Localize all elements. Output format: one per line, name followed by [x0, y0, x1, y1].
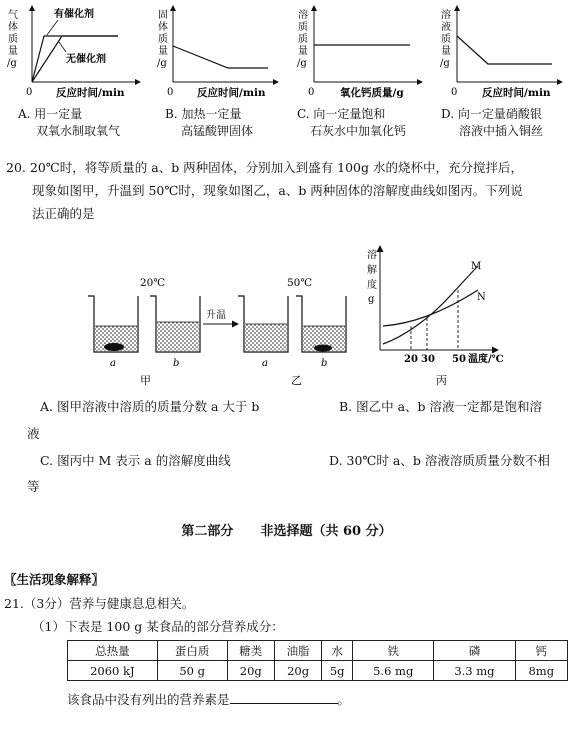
solubility-chart [367, 246, 504, 365]
curve-ylabel-2: 度 [367, 280, 377, 291]
table-header-row [68, 641, 568, 661]
label-yi-a: a [262, 358, 268, 369]
question-20-line3: 法正确的是 [32, 206, 95, 221]
graph-c-ylabel-1: 质 [298, 22, 308, 33]
graph-d-curve [457, 36, 552, 64]
figure-temp-20: 20℃ [140, 277, 166, 289]
graph-a-ylabel-3: 量 [8, 46, 18, 57]
graph-a-label-catalyst: 有催化剂 [54, 9, 94, 20]
caption-c-line1: C. 向一定量饱和 [297, 107, 386, 121]
beaker-yi-b [296, 296, 346, 352]
figure-bing: 丙 [436, 374, 447, 387]
table-header-cell: 总热量 [68, 641, 158, 661]
caption-d [441, 106, 543, 140]
graph-d [440, 6, 562, 99]
graph-c-ylabel-4: /g [297, 58, 307, 69]
curve-M-label: M [471, 261, 482, 272]
option-b-line2: 液 [27, 426, 40, 441]
curve-ylabel-1: 解 [367, 265, 377, 276]
part2-subtitle: 非选择题（共 60 分） [260, 524, 392, 539]
graph-b-xlabel: 反应时间/min [197, 87, 266, 99]
caption-a [18, 106, 120, 140]
table-cell: 20g [227, 661, 274, 681]
question-21-prompt-text: 该食品中没有列出的营养素是 [67, 692, 230, 707]
graph-d-ylabel-4: /g [440, 58, 450, 69]
curve-ylabel-3: g [368, 294, 375, 305]
graph-b-ylabel-0: 固 [158, 10, 168, 21]
table-header-cell: 油脂 [274, 641, 321, 661]
graph-c-ylabel-3: 量 [298, 46, 308, 57]
question-20-figure [0, 238, 573, 388]
table-cell: 3.3 mg [434, 661, 515, 681]
graph-a-ylabel-0: 气 [8, 10, 18, 21]
curve-N-label: N [477, 292, 486, 303]
graph-d-ylabel-2: 质 [441, 34, 451, 45]
table-cell: 50 g [157, 661, 227, 681]
table-cell: 8mg [515, 661, 567, 681]
question-20-line2: 现象如图甲，升温到 50℃时，现象如图乙，a、b 两种固体的溶解度曲线如图丙。下列说 [32, 183, 523, 198]
caption-d-line1: D. 向一定量硝酸银 [441, 107, 542, 121]
part2-title: 第二部分 [181, 524, 234, 539]
graph-a [7, 6, 140, 99]
question-21-sub1: （1）下表是 100 g 某食品的部分营养成分： [32, 619, 284, 634]
caption-c-line2: 石灰水中加氧化钙 [310, 124, 407, 138]
graph-a-xlabel: 反应时间/min [56, 87, 125, 99]
question-21-stem: 21.（3分）营养与健康息息相关。 [4, 596, 195, 611]
graph-b-ylabel-2: 质 [158, 34, 168, 45]
table-row [68, 661, 568, 681]
table-header-cell: 蛋白质 [157, 641, 227, 661]
table-header-cell: 糖类 [227, 641, 274, 661]
tick-50: 50 [452, 354, 466, 365]
beaker-yi-a [238, 296, 288, 352]
tick-20: 20 [404, 354, 418, 365]
figure-yi: 乙 [291, 374, 302, 387]
caption-a-line1: A. 用一定量 [18, 107, 83, 121]
caption-b [165, 106, 253, 140]
curve-N [383, 290, 478, 326]
graph-c-ylabel-2: 质 [298, 34, 308, 45]
graph-b [157, 6, 278, 99]
graph-d-ylabel-1: 液 [441, 22, 451, 33]
figure-jia: 甲 [140, 374, 151, 387]
option-d-line1: D. 30℃时 a、b 溶液溶质质量分数不相 [329, 453, 550, 468]
table-cell: 20g [274, 661, 321, 681]
graph-c-xlabel: 氧化钙质量/g [340, 87, 404, 99]
graph-b-ylabel-3: 量 [158, 46, 168, 57]
option-d-line2: 等 [27, 479, 40, 494]
section-header: 〖生活现象解释〗 [4, 572, 105, 587]
graph-d-ylabel-3: 量 [441, 46, 451, 57]
label-jia-b: b [173, 358, 180, 369]
graph-a-label-no-catalyst: 无催化剂 [66, 54, 106, 65]
arrow-label: 升温 [206, 310, 226, 321]
beaker-jia-b [150, 296, 200, 352]
curve-M [383, 266, 478, 344]
label-yi-b: b [321, 358, 328, 369]
graph-c-ylabel-0: 溶 [298, 10, 308, 21]
question-20-line1: 20℃时，将等质量的 a、b 两种固体，分别加入到盛有 100g 水的烧杯中，充分搅拌后， [29, 160, 523, 175]
graph-b-ylabel-4: /g [157, 58, 167, 69]
caption-b-line2: 高锰酸钾固体 [181, 124, 254, 138]
graph-a-origin: 0 [26, 87, 33, 98]
question-20-number: 20. [6, 160, 26, 175]
table-header-cell: 磷 [434, 641, 515, 661]
top-graphs [0, 0, 573, 108]
table-header-cell: 钙 [515, 641, 567, 661]
figure-temp-50: 50℃ [287, 277, 313, 289]
caption-b-line1: B. 加热一定量 [165, 107, 242, 121]
question-20 [6, 156, 568, 225]
graph-c [297, 6, 422, 99]
graph-b-curve [173, 46, 268, 68]
option-c: C. 图丙中 M 表示 a 的溶解度曲线 [40, 453, 231, 468]
question-21-prompt-suffix: 。 [337, 692, 351, 707]
caption-a-line2: 双氧水制取氧气 [36, 124, 121, 138]
tick-30: 30 [421, 354, 435, 365]
table-cell: 5g [322, 661, 353, 681]
label-jia-a: a [110, 358, 116, 369]
curve-xlabel: 温度/℃ [468, 354, 504, 365]
option-b-line1: B. 图乙中 a、b 溶液一定都是饱和溶 [339, 399, 543, 414]
caption-d-line2: 溶液中插入铜丝 [459, 124, 544, 138]
table-header-cell: 铁 [353, 641, 434, 661]
option-a: A. 图甲溶液中溶质的质量分数 a 大于 b [40, 399, 260, 414]
beaker-jia-a [88, 296, 138, 352]
graph-a-ylabel-1: 体 [8, 22, 18, 33]
graph-b-ylabel-1: 体 [158, 22, 168, 33]
graph-c-origin: 0 [308, 87, 315, 98]
table-cell: 5.6 mg [353, 661, 434, 681]
graph-d-ylabel-0: 溶 [441, 10, 451, 21]
nutrition-table [67, 640, 568, 681]
answer-blank[interactable] [230, 691, 338, 704]
graph-a-ylabel-2: 质 [8, 34, 18, 45]
graph-a-ylabel-4: /g [7, 58, 17, 69]
caption-c [297, 106, 406, 140]
curve-ylabel-0: 溶 [367, 250, 377, 261]
graph-b-origin: 0 [167, 87, 174, 98]
part2-heading [0, 520, 573, 539]
graph-d-xlabel: 反应时间/min [482, 87, 551, 99]
graph-d-origin: 0 [451, 87, 458, 98]
table-cell: 2060 kJ [68, 661, 158, 681]
table-header-cell: 水 [322, 641, 353, 661]
question-21-prompt [67, 690, 350, 708]
